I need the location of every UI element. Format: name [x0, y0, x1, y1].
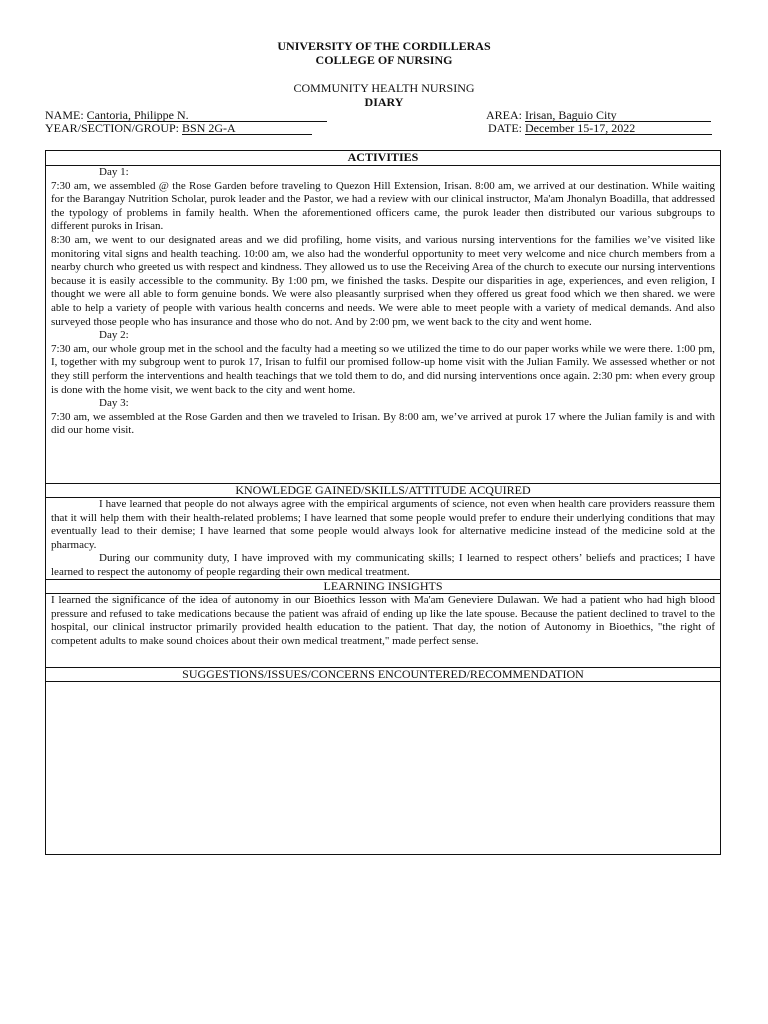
- college-name: COLLEGE OF NURSING: [315, 53, 453, 67]
- insights-section: [46, 594, 720, 668]
- activities-header: ACTIVITIES: [46, 151, 720, 166]
- insights-header: LEARNING INSIGHTS: [46, 580, 720, 594]
- activities-section: [46, 166, 720, 484]
- year-section-group-label: YEAR/SECTION/GROUP:: [45, 121, 180, 135]
- day1-paragraph-2: 8:30 am, we went to our designated areas and we did profiling, home visits, and various nursing interventions for the families we’ve visited like monitoring vital signs and health teaching. 10:00 am, we also had the wonderful opportunity to meet very welcome and nice church members from a nearby church who greeted us with respect and kindness. They allowed us to use the Receiving Area of the church to execute our nursing interventions because it is easily accessible to the community. By 1:00 pm, we finished the tasks. Despite our disparities in age, experiences, and even religion, I thought we were all able to form genuine bonds. We were also pleasantly surprised when they offered us great food which we then shared. we were able to help a variety of people with various health concerns and needs. We were able to meet people with a variety of medical demands. And also surveyed those people who has insurance and those who do not. And by 2:00 pm, we went back to the city and went home.: [51, 233, 715, 328]
- suggestions-section: [46, 682, 720, 854]
- diary-table: [45, 150, 721, 855]
- day3-label: Day 3:: [99, 397, 129, 410]
- day2-label: Day 2:: [99, 329, 129, 342]
- day2-paragraph: 7:30 am, our whole group met in the school and the faculty had a meeting so we utilized the time to do our paper works while we were there. 1:00 pm, I, together with my subgroup went to purok 17, Irisan to fulfil our promised follow-up home visit with the Julian Family. We assessed whether or not they still perform the interventions and health teachings that we told them to do, and did nursing interventions once again. 2:30 pm: when every group is done with the home visit, we went back to the city and went home.: [51, 342, 715, 396]
- day3-paragraph: 7:30 am, we assembled at the Rose Garden and then we traveled to Irisan. By 8:00 am, we’ve arrived at purok 17 where the Julian family is and with did our home visit.: [51, 410, 715, 437]
- university-name: UNIVERSITY OF THE CORDILLERAS: [277, 39, 491, 53]
- document-title: DIARY: [364, 95, 404, 109]
- knowledge-header: KNOWLEDGE GAINED/SKILLS/ATTITUDE ACQUIRED: [46, 484, 720, 498]
- date-value: December 15-17, 2022: [525, 122, 712, 135]
- date-field: [488, 122, 712, 135]
- knowledge-paragraph-1: I have learned that people do not always agree with the empirical arguments of science, not even when health care providers reassure them that it will help them with their health-related problems; I have learned that some people would prefer to endure their underlying conditions that may eventually lead to their demise; I have learned that some people would always look for alternative medicine instead of the medicine sold at the pharmacy.: [51, 498, 715, 551]
- knowledge-section: [46, 498, 720, 580]
- suggestions-header: SUGGESTIONS/ISSUES/CONCERNS ENCOUNTERED/RECOMMENDATION: [46, 668, 720, 682]
- name-value: Cantoria, Philippe N.: [87, 109, 327, 122]
- area-label: AREA:: [486, 108, 522, 122]
- name-label: NAME:: [45, 108, 84, 122]
- insights-paragraph: I learned the significance of the idea of autonomy in our Bioethics lesson with Ma'am Geneviere Dulawan. We had a patient who had high blood pressure and refused to take medications because the patient was afraid of ending up like the late spouse. Because the patient declined to travel to the hospital, our clinical instructor primarily provided health education to the patient. That day, the notion of Autonomy in Bioethics, "the right of competent adults to make sound choices about their own medical treatment," made perfect sense.: [51, 594, 715, 647]
- area-value: Irisan, Baguio City: [525, 109, 711, 122]
- year-section-group-value: BSN 2G-A: [182, 122, 312, 135]
- day1-paragraph-1: 7:30 am, we assembled @ the Rose Garden before traveling to Quezon Hill Extension, Irisan. 8:00 am, we arrived at our destination. While waiting for the Barangay Nutrition Scholar, purok leader and the Pastor, we had a review with our clinical instructor, Ma'am Jhonalyn Boadilla, that addressed the typology of problems in family health. When the aforementioned officers came, the purok leader then distributed our various subgroups to different puroks in Irisan.: [51, 179, 715, 233]
- date-label: DATE:: [488, 121, 522, 135]
- year-section-group-field: [45, 122, 312, 135]
- course-title: COMMUNITY HEALTH NURSING: [293, 81, 475, 95]
- knowledge-paragraph-2: During our community duty, I have improved with my communicating skills; I learned to respect others’ beliefs and practices; I have learned to respect the autonomy of people regarding their own medical treatment.: [51, 552, 715, 578]
- day1-label: Day 1:: [99, 166, 129, 178]
